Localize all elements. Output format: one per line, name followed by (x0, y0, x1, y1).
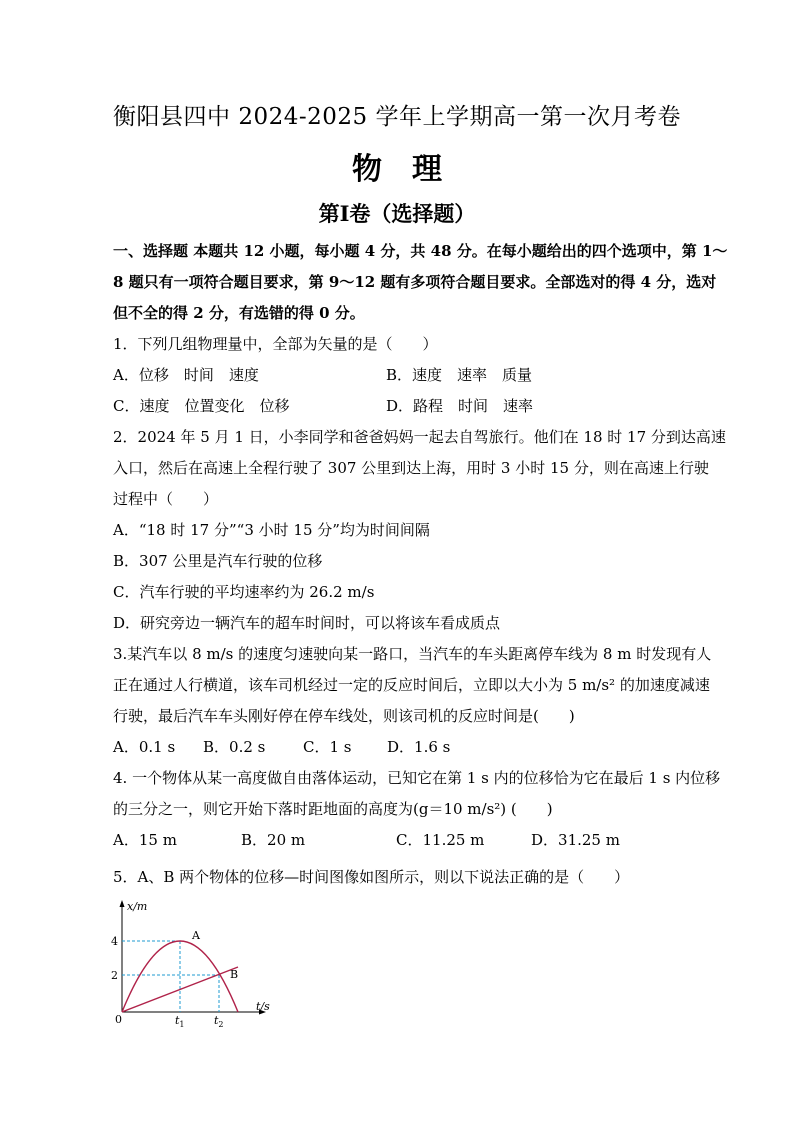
instructions-line: 8 题只有一项符合题目要求，第 9～12 题有多项符合题目要求。全部选对的得 4 分，选对 (113, 273, 717, 291)
y-axis-label: x/m (127, 900, 148, 913)
option-b: B．307 公里是汽车行驶的位移 (113, 552, 323, 570)
exam-title: 衡阳县四中 2024-2025 学年上学期高一第一次月考卷 (113, 104, 681, 130)
question-1-options-row (113, 391, 738, 422)
x-tick-t1-sub: 1 (179, 1020, 185, 1029)
option-d: D．研究旁边一辆汽车的超车时间时，可以将该车看成质点 (113, 614, 501, 632)
curve-a-label: A (192, 929, 200, 942)
option-b: B．0.2 s (203, 738, 266, 756)
question-4-line: 4. 一个物体从某一高度做自由落体运动，已知它在第 1 s 内的位移恰为它在最后 1 s 内位移 (113, 769, 721, 787)
x-axis-label: t/s (256, 1000, 270, 1013)
question-2-line: 过程中（ ） (113, 490, 219, 508)
section-title: 第Ⅰ卷（选择题） (318, 201, 476, 226)
question-body (113, 236, 738, 893)
option-c: C．11.25 m (396, 831, 485, 849)
y-tick-2: 2 (111, 969, 118, 982)
option-c: C．汽车行驶的平均速率约为 26.2 m/s (113, 583, 375, 601)
question-2-line: 2．2024 年 5 月 1 日，小李同学和爸爸妈妈一起去自驾旅行。他们在 18 时 17 分到达高速 (113, 428, 726, 446)
y-tick-4: 4 (111, 935, 118, 948)
option-a: A．15 m (113, 831, 177, 849)
option-b: B．速度 速率 质量 (386, 366, 533, 384)
question-4-options-row (113, 825, 738, 856)
y-axis-arrow (120, 900, 125, 907)
question-3-options-row (113, 732, 738, 763)
x-tick-t2: $t_2$ (214, 1014, 224, 1029)
question-3-line: 正在通过人行横道，该车司机经过一定的反应时间后，立即以大小为 5 m/s² 的加速度减速 (113, 676, 710, 694)
question-1-stem: 1．下列几组物理量中，全部为矢量的是（ ） (113, 335, 438, 353)
instructions-line: 但不全的得 2 分，有选错的得 0 分。 (113, 304, 365, 322)
option-a: A．0.1 s (113, 738, 176, 756)
option-a: A．“18 时 17 分”“3 小时 15 分”均为时间间隔 (113, 521, 430, 539)
line-b-label: B (230, 968, 239, 981)
option-d: D．1.6 s (387, 738, 451, 756)
question-3-line: 3.某汽车以 8 m/s 的速度匀速驶向某一路口，当汽车的车头距离停车线为 8 m 时发现有人 (113, 645, 712, 663)
option-a: A．位移 时间 速度 (113, 366, 259, 384)
position-time-graph (110, 896, 280, 1030)
x-tick-t1: $t_1$ (175, 1014, 185, 1029)
question-1-options-row (113, 360, 738, 391)
x-tick-t2-sub: 2 (218, 1020, 224, 1029)
subject-title: 物理 (352, 152, 472, 187)
option-d: D．31.25 m (531, 831, 620, 849)
origin-label: 0 (115, 1013, 122, 1026)
option-d: D．路程 时间 速率 (386, 397, 534, 415)
option-c: C．速度 位置变化 位移 (113, 397, 290, 415)
option-b: B．20 m (241, 831, 306, 849)
instructions-line: 一、选择题 本题共 12 小题，每小题 4 分，共 48 分。在每小题给出的四个选项中，第 1～ (113, 242, 728, 260)
question-4-line: 的三分之一，则它开始下落时距地面的高度为(g＝10 m/s²) ( ) (113, 800, 553, 818)
question-5-stem: 5．A、B 两个物体的位移—时间图像如图所示，则以下说法正确的是（ ） (113, 868, 630, 886)
question-2-line: 入口，然后在高速上全程行驶了 307 公里到达上海，用时 3 小时 15 分，则在高速上行驶 (113, 459, 709, 477)
option-c: C．1 s (303, 738, 352, 756)
question-3-line: 行驶，最后汽车车头刚好停在停车线处，则该司机的反应时间是( ) (113, 707, 575, 725)
